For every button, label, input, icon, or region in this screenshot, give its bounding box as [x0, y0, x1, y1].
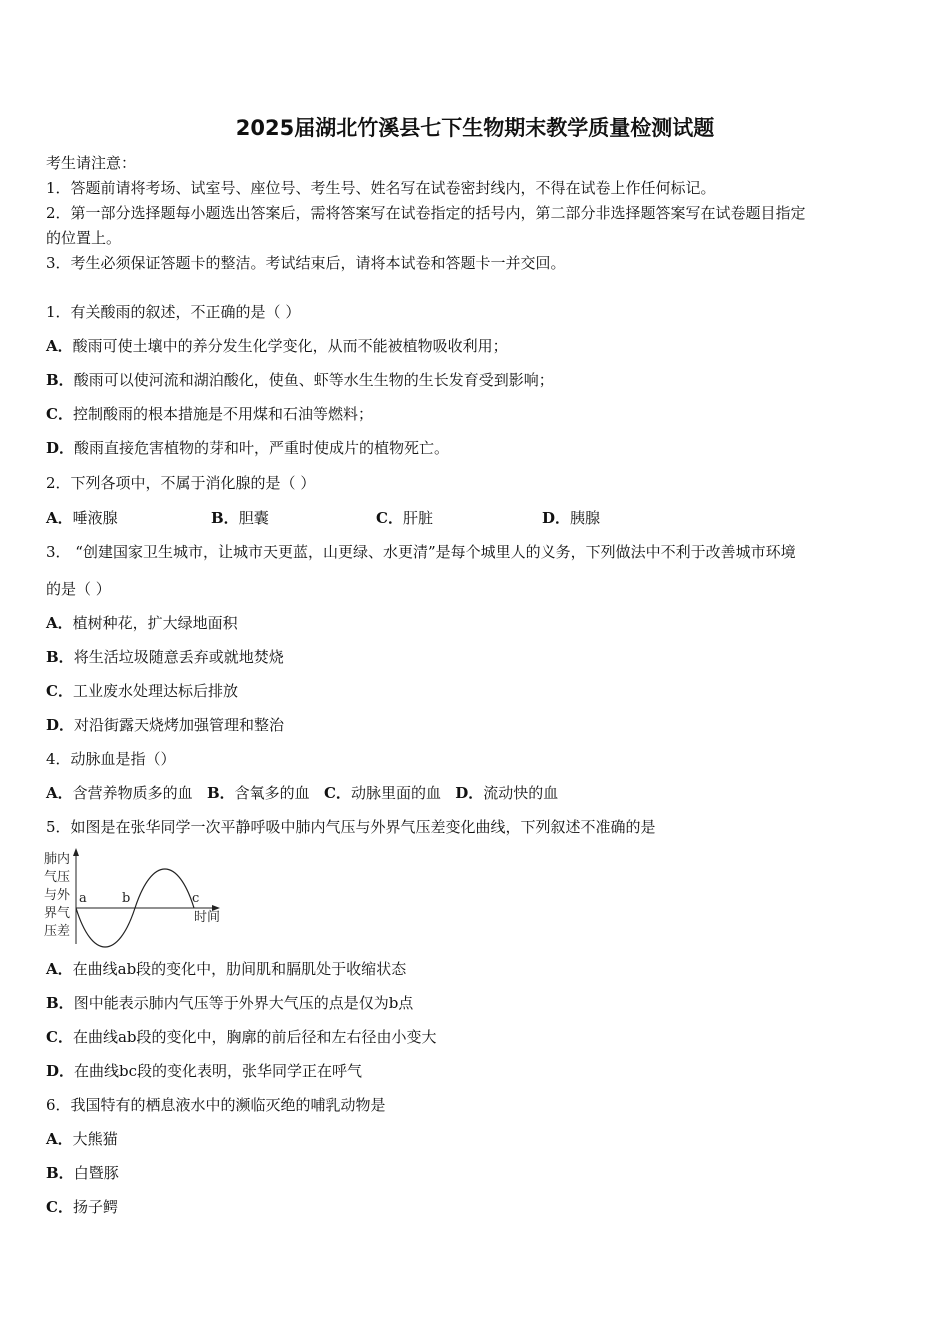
q2-option-b: B．胆囊 — [211, 509, 269, 527]
q4-stem: 4．动脉血是指（） — [46, 750, 176, 768]
figure-ylabel-3: 与外 — [44, 888, 71, 903]
q4-options: A．含营养物质多的血 B．含氧多的血 C．动脉里面的血 D．流动快的血 — [46, 784, 559, 802]
figure-ylabel-2: 气压 — [44, 870, 71, 885]
q3-option-a: A．植树种花，扩大绿地面积 — [46, 614, 238, 632]
q3-option-b: B．将生活垃圾随意丢弃或就地焚烧 — [46, 648, 284, 666]
q5-option-b: B．图中能表示肺内气压等于外界大气压的点是仅为b点 — [46, 994, 414, 1012]
q3-stem: 3． “创建国家卫生城市，让城市天更蓝，山更绿、水更清”是每个城里人的义务，下列做法中不利于改善城市环境 — [46, 543, 796, 561]
notice-item-3: 3．考生必须保证答题卡的整洁。考试结束后，请将本试卷和答题卡一并交回。 — [46, 254, 566, 272]
q3-option-c: C．工业废水处理达标后排放 — [46, 682, 238, 700]
notice-item-2: 2．第一部分选择题每小题选出答案后，需将答案写在试卷指定的括号内，第二部分非选择题答案写在试卷题目指定 — [46, 204, 806, 222]
q2-stem: 2．下列各项中，不属于消化腺的是（ ） — [46, 474, 316, 492]
notice-item-2-cont: 的位置上。 — [46, 229, 122, 247]
q6-option-b: B．白暨豚 — [46, 1164, 119, 1182]
q1-option-a: A．酸雨可使土壤中的养分发生化学变化，从而不能被植物吸收利用； — [46, 337, 508, 355]
q5-option-c: C．在曲线ab段的变化中，胸廓的前后径和左右径由小变大 — [46, 1028, 437, 1046]
q5-option-a: A．在曲线ab段的变化中，肋间肌和膈肌处于收缩状态 — [46, 960, 407, 978]
q1-option-b: B．酸雨可以使河流和湖泊酸化，使鱼、虾等水生生物的生长发育受到影响； — [46, 371, 554, 389]
y-axis-arrow — [73, 848, 79, 856]
q1-stem: 1．有关酸雨的叙述，不正确的是（ ） — [46, 303, 301, 321]
figure-ylabel-5: 压差 — [44, 924, 71, 939]
q6-option-c: C．扬子鳄 — [46, 1198, 118, 1216]
q3-option-d: D．对沿街露天烧烤加强管理和整治 — [46, 716, 285, 734]
q2-option-d: D．胰腺 — [542, 509, 601, 527]
figure-ylabel-1: 肺内 — [44, 852, 71, 867]
figure-xlabel: 时间 — [194, 910, 221, 925]
q3-stem-cont: 的是（ ） — [46, 580, 111, 598]
q6-option-a: A．大熊猫 — [46, 1130, 118, 1148]
pressure-curve-figure — [42, 846, 232, 948]
q5-stem: 5．如图是在张华同学一次平静呼吸中肺内气压与外界气压差变化曲线，下列叙述不准确的是 — [46, 818, 656, 836]
point-c-label: c — [192, 891, 200, 906]
q2-options — [46, 507, 600, 528]
q6-stem: 6．我国特有的栖息液水中的濒临灭绝的哺乳动物是 — [46, 1096, 386, 1114]
notice-item-1: 1．答题前请将考场、试室号、座位号、考生号、姓名写在试卷密封线内，不得在试卷上作任何标记。 — [46, 179, 716, 197]
q5-option-d: D．在曲线bc段的变化表明，张华同学正在呼气 — [46, 1062, 363, 1080]
q2-option-a: A．唾液腺 — [46, 509, 118, 527]
notice-heading: 考生请注意： — [46, 154, 137, 172]
exam-title: 2025届湖北竹溪县七下生物期末教学质量检测试题 — [235, 116, 715, 140]
figure-ylabel-4: 界气 — [44, 906, 71, 921]
q1-option-d: D．酸雨直接危害植物的芽和叶，严重时使成片的植物死亡。 — [46, 439, 450, 457]
q1-option-c: C．控制酸雨的根本措施是不用煤和石油等燃料； — [46, 405, 373, 423]
point-b-label: b — [122, 891, 131, 906]
point-a-label: a — [79, 891, 87, 906]
q2-option-c: C．肝脏 — [376, 509, 433, 527]
